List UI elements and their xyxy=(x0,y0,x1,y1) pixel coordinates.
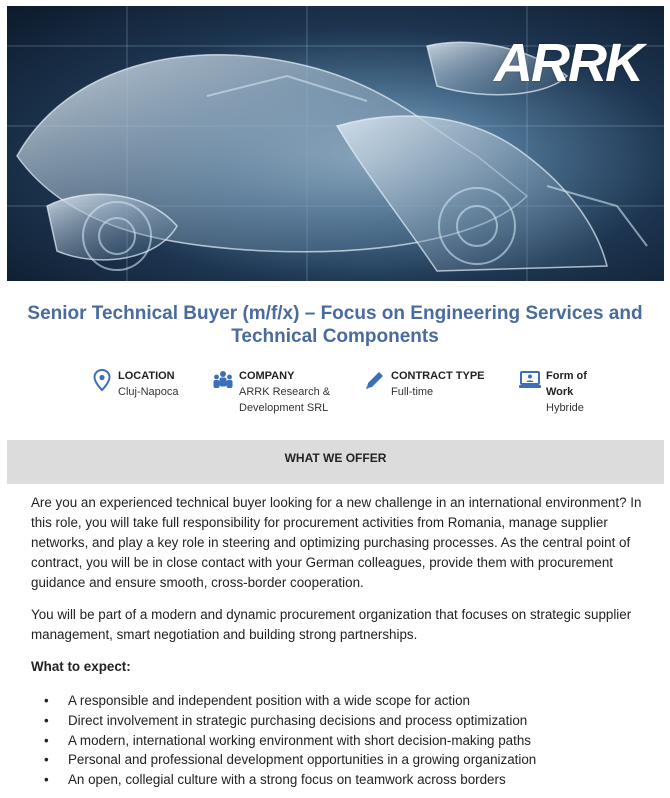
description-paragraph-1: Are you an experienced technical buyer looking for a new challenge in an international environment? In this role, you will take full responsibility for procurement activities from Romania, manage supplier networks, and play a key role in steering and optimizing purchasing processes. As the central point of contract, you will be in close contact with your German colleagues, provide them with procurement guidance and ensure smooth, cross-border cooperation. xyxy=(31,495,642,590)
job-description xyxy=(31,493,646,790)
info-company xyxy=(211,368,339,416)
job-info-row xyxy=(0,368,670,428)
list-item: • Personal and professional development opportunities in a growing organization xyxy=(68,750,646,770)
pencil-icon xyxy=(363,368,387,392)
info-form-of-work xyxy=(518,368,601,416)
list-item: • An open, collegial culture with a strong focus on teamwork across borders xyxy=(68,770,646,790)
list-item: • Direct involvement in strategic purchasing decisions and process optimization xyxy=(68,711,646,731)
info-contract-type-value: Full-time xyxy=(391,386,434,398)
hero-banner-image xyxy=(7,6,664,281)
info-company-value: ARRK Research & Development SRL xyxy=(239,386,331,414)
list-item: • A responsible and independent position with a wide scope for action xyxy=(68,691,646,711)
description-paragraph-2: You will be part of a modern and dynamic procurement organization that focuses on strategic supplier management, smart negotiation and building strong partnerships. xyxy=(31,607,632,642)
job-title: Senior Technical Buyer (m/f/x) – Focus on Engineering Services and Technical Components xyxy=(27,303,643,347)
info-location-value: Cluj-Napoca xyxy=(118,386,179,398)
info-location-label: LOCATION xyxy=(118,370,175,382)
info-location xyxy=(90,368,179,400)
info-contract-type xyxy=(363,368,485,400)
arrk-logo: ARRK xyxy=(494,33,642,93)
laptop-user-icon xyxy=(518,368,542,392)
info-form-of-work-label: Form of Work xyxy=(546,370,587,398)
info-company-label: COMPANY xyxy=(239,370,295,382)
location-pin-icon xyxy=(90,368,114,392)
what-to-expect-heading: What to expect: xyxy=(31,659,131,674)
expectations-list xyxy=(31,691,646,790)
list-item: • A modern, international working environment with short decision-making paths xyxy=(68,731,646,751)
company-people-icon xyxy=(211,368,235,392)
info-form-of-work-value: Hybride xyxy=(546,402,584,414)
section-header-what-we-offer: WHAT WE OFFER xyxy=(7,440,664,484)
info-contract-type-label: CONTRACT TYPE xyxy=(391,370,485,382)
